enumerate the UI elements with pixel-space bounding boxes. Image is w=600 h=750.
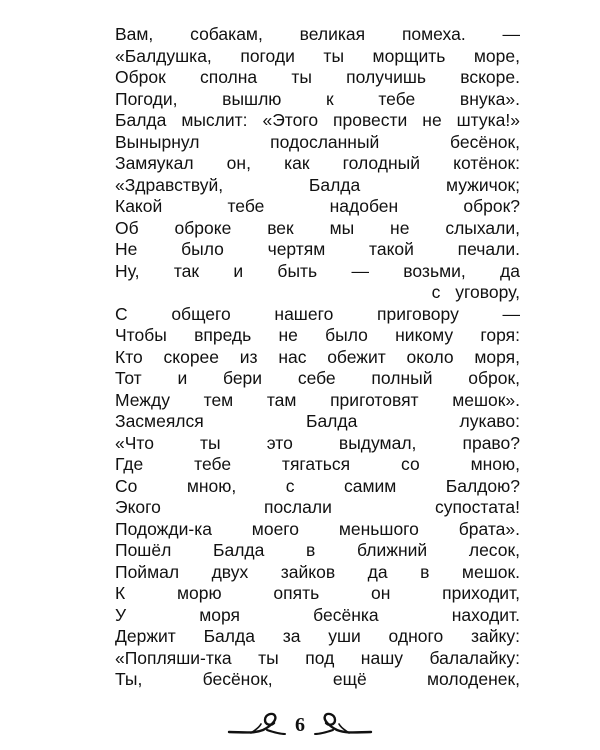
- poem-line: Ты, бесёнок, ещё молоденек,: [115, 669, 520, 689]
- poem-line: Поймал двух зайков да в мешок.: [115, 561, 520, 582]
- poem-line: Вам, собакам, великая помеха. —: [115, 24, 520, 44]
- poem-line: Подожди-ка моего меньшого брата».: [115, 518, 520, 539]
- poem-line: Засмеялся Балда лукаво:: [115, 411, 520, 431]
- poem-line: Держит Балда за уши одного зайку:: [115, 626, 520, 646]
- poem-line: Замяукал он, как голодный котёнок:: [115, 153, 520, 173]
- poem-line: Экого послали супостата!: [115, 497, 520, 517]
- page-footer: [0, 708, 600, 742]
- poem-line: Погоди, вышлю к тебе внука».: [115, 88, 520, 109]
- poem-line: К морю опять он приходит,: [115, 583, 520, 603]
- poem-line: Со мною, с самим Балдою?: [115, 475, 520, 496]
- poem-line: Где тебе тягаться со мною,: [115, 454, 520, 474]
- poem-line: Оброк сполна ты получишь вскоре.: [115, 67, 520, 87]
- poem-line: Ну, так и быть — возьми, да: [115, 260, 520, 281]
- left-scroll-ornament-icon: [227, 710, 287, 740]
- poem-line: «Здравствуй, Балда мужичок;: [115, 174, 520, 195]
- poem-line: Тот и бери себе полный оброк,: [115, 368, 520, 388]
- poem-line: Кто скорее из нас обежит около моря,: [115, 346, 520, 367]
- poem-line: С общего нашего приговору —: [115, 303, 520, 324]
- poem-line: Вынырнул подосланный бесёнок,: [115, 131, 520, 152]
- poem-line: «Балдушка, погоди ты морщить море,: [115, 45, 520, 66]
- poem-line: Балда мыслит: «Этого провести не штука!»: [115, 110, 520, 130]
- poem-line: «Что ты это выдумал, право?: [115, 432, 520, 453]
- poem-line: Какой тебе надобен оброк?: [115, 196, 520, 216]
- page-number: 6: [295, 714, 305, 736]
- poem-line: Пошёл Балда в ближний лесок,: [115, 540, 520, 560]
- poem-line: У моря бесёнка находит.: [115, 604, 520, 625]
- poem-line: Об оброке век мы не слыхали,: [115, 217, 520, 238]
- poem-line: «Попляши-тка ты под нашу балалайку:: [115, 647, 520, 668]
- poem-line: Не было чертям такой печали.: [115, 239, 520, 259]
- poem-text: [115, 24, 520, 691]
- poem-line: Чтобы впредь не было никому горя:: [115, 325, 520, 345]
- poem-line: Между тем там приготовят мешок».: [115, 389, 520, 410]
- page-number-ornament: [227, 710, 373, 740]
- poem-line-continuation: с уговору,: [431, 282, 520, 302]
- right-scroll-ornament-icon: [313, 710, 373, 740]
